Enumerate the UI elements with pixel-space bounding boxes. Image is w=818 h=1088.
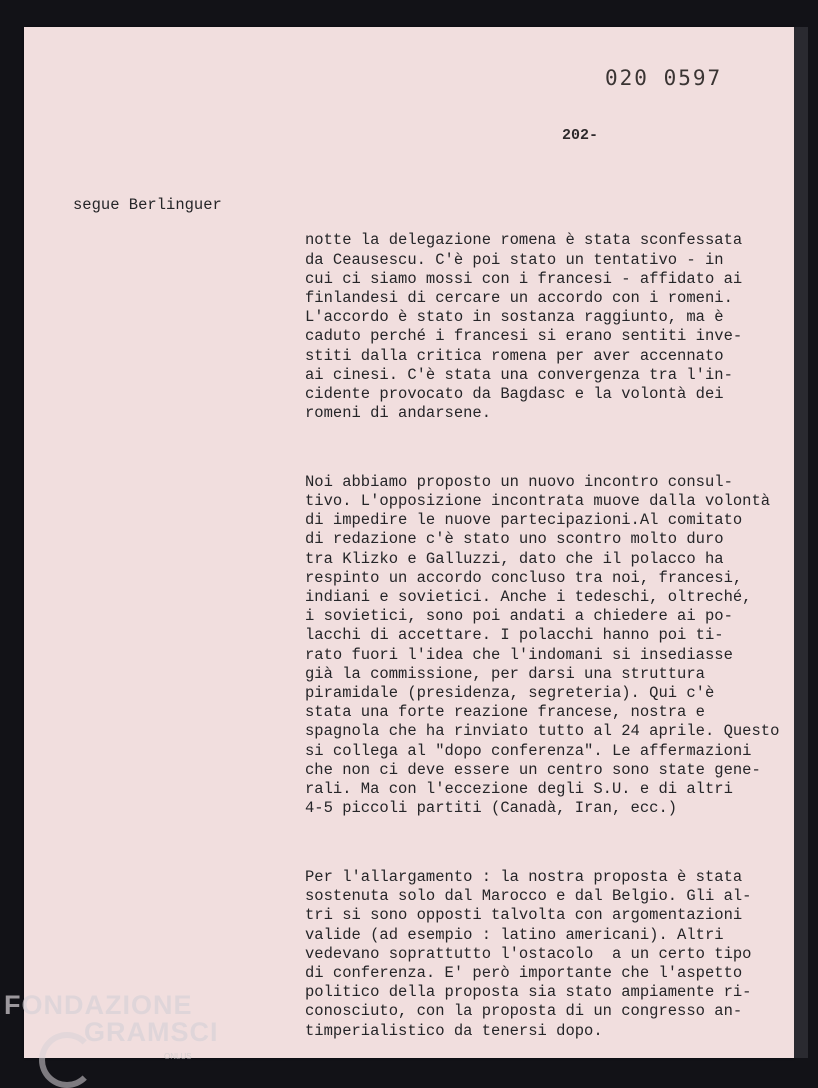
paragraph: Per l'allargamento : la nostra proposta è stata sostenuta solo dal Marocco e dal Belgio. Gli al- tri si sono opposti talvolta con argomentazioni valide (ad esempio : latino americani). Altri vedevano soprattutto l'ostacolo a un certo tipo di conferenza. E' però importante che l'aspetto politico della proposta sia stato ampiamente ri- conosciuto, con la proposta di un congresso an- timperialistico da tenersi dopo. [305, 867, 752, 1040]
paragraph: Noi abbiamo proposto un nuovo incontro consul- tivo. L'opposizione incontrata muove dalla volontà di impedire le nuove partecipazioni.Al comitato di redazione c'è stato uno scontro molto duro tra Klizko e Galluzzi, dato che il polacco ha respinto un accordo concluso tra noi, francesi, indiani e sovietici. Anche i tedeschi, oltreché, i sovietici, sono poi andati a chiedere ai po- lacchi di accettare. I polacchi hanno poi ti- rato fuori l'idea che l'indomani si insediasse già la commissione, per darsi una struttura piramidale (presidenza, segreteria). Qui c'è stata una forte reazione francese, nostra e spagnola che ha rinviato tutto al 24 aprile. Questo si collega al "dopo conferenza". Le affermazioni che non ci deve essere un centro sono state gene- rali. Ma con l'eccezione degli S.U. e di altri 4-5 piccoli partiti (Canadà, Iran, ecc.) [305, 472, 780, 818]
speaker-label: segue Berlinguer [73, 196, 222, 214]
watermark-line1: FONDAZIONE [4, 990, 193, 1020]
paragraph: notte la delegazione romena è stata sconfessata da Ceausescu. C'è poi stato un tentativo - in cui ci siamo mossi con i francesi - affidato ai finlandesi di cercare un accordo con i romeni. L'accordo è stato in sostanza raggiunto, ma è caduto perché i francesi si erano sentiti inve- stiti dalla critica romena per aver accennato ai cinesi. C'è stata una convergenza tra l'in- cidente provocato da Bagdasc e la volontà dei romeni di andarsene. [305, 231, 743, 423]
page-number: 202- [562, 127, 599, 144]
scan-border [794, 27, 808, 1058]
watermark-line2: GRAMSCI [84, 1017, 219, 1047]
document-body [305, 193, 795, 1071]
archive-number: 020 0597 [605, 66, 723, 90]
fondazione-gramsci-watermark [4, 990, 219, 1061]
watermark-small: ONLUS [164, 1052, 192, 1061]
